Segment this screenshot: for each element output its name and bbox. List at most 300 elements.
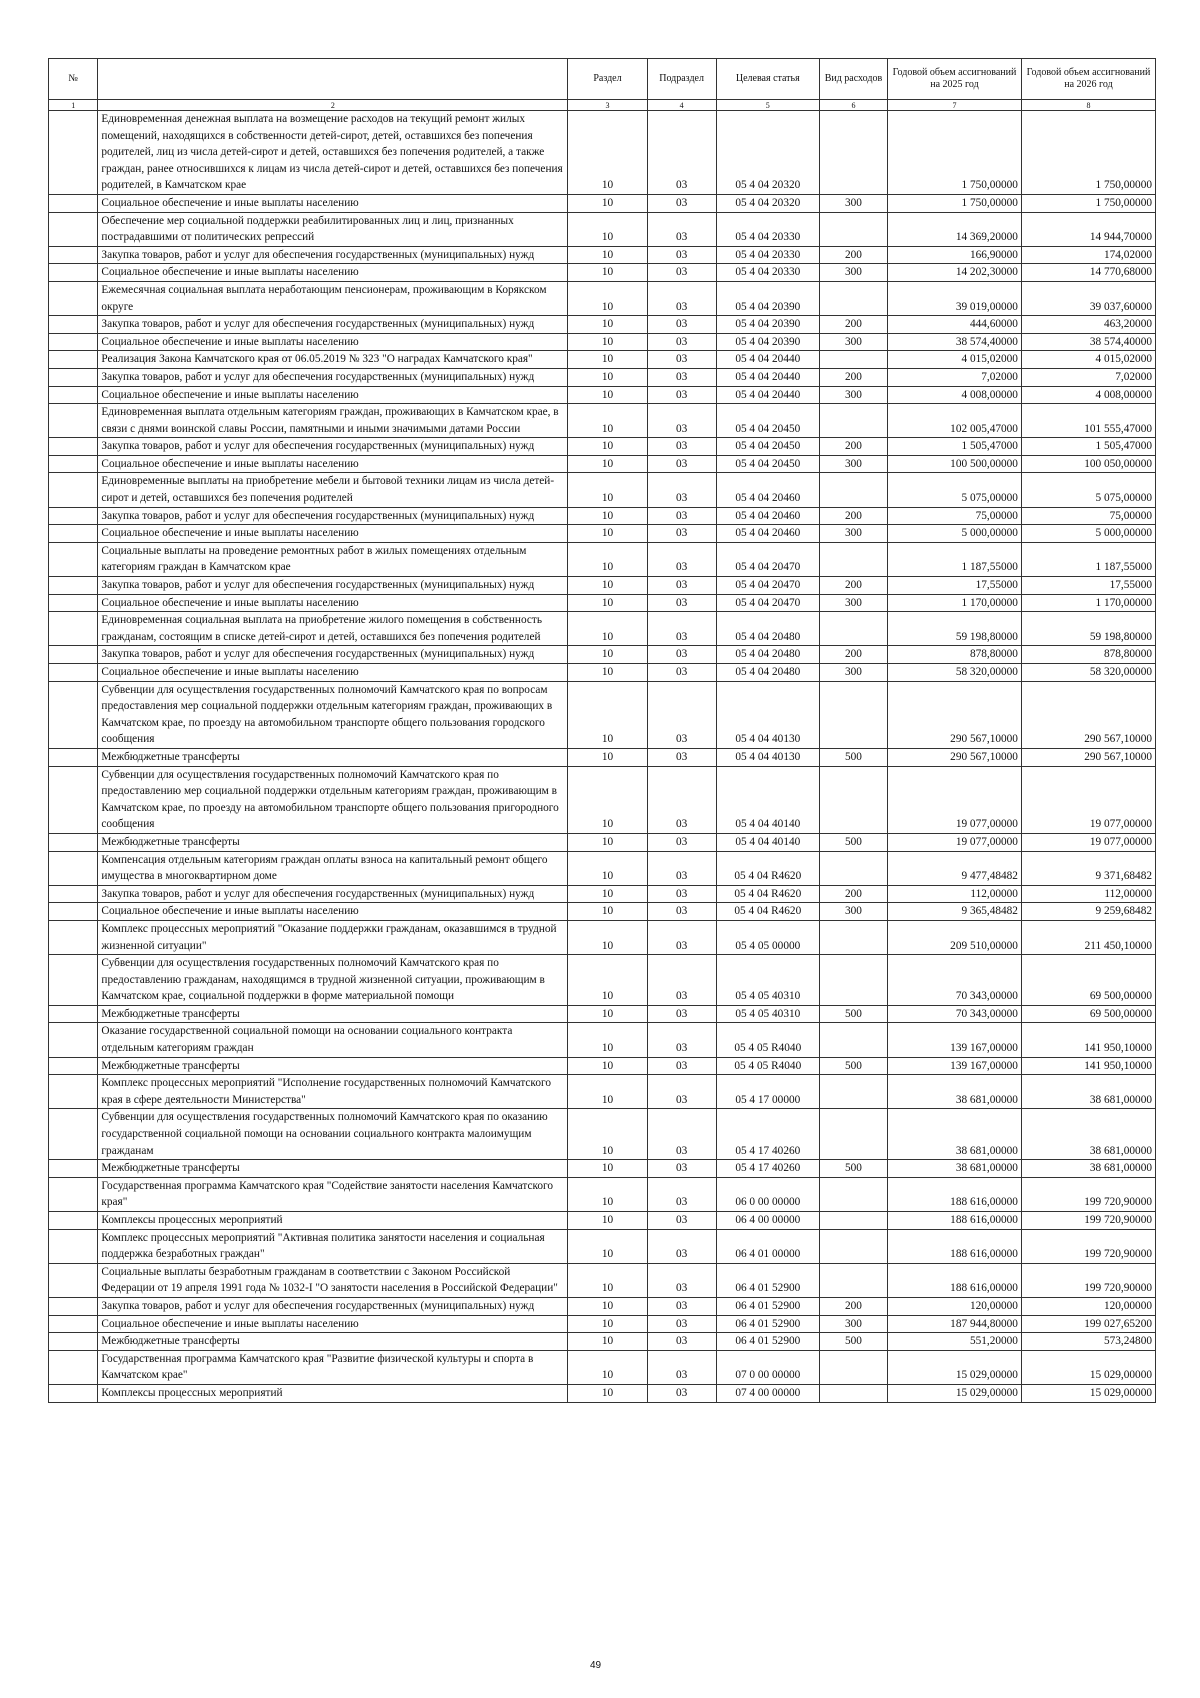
cell-no [49,766,98,833]
cell-podrazdel: 03 [647,281,716,315]
cell-vid: 200 [819,438,887,456]
cell-name: Комплекс процессных мероприятий "Активная политика занятости населения и социальная поддержка безработных граждан" [98,1229,568,1263]
table-row [49,885,1156,903]
cell-razdel: 10 [568,525,647,543]
cell-razdel: 10 [568,542,647,576]
cell-vid [819,766,887,833]
cell-2026: 1 750,00000 [1021,194,1155,212]
table-row [49,525,1156,543]
cell-razdel: 10 [568,664,647,682]
cell-vid: 200 [819,1297,887,1315]
cell-no [49,1333,98,1351]
cell-razdel: 10 [568,903,647,921]
cell-name: Ежемесячная социальная выплата неработающим пенсионерам, проживающим в Корякском округе [98,281,568,315]
cell-name: Межбюджетные трансферты [98,1160,568,1178]
cell-name: Комплексы процессных мероприятий [98,1384,568,1402]
cell-no [49,1177,98,1211]
cell-razdel: 10 [568,281,647,315]
cell-vid [819,1023,887,1057]
cell-vid: 200 [819,577,887,595]
cell-2025: 70 343,00000 [887,1005,1021,1023]
cell-article: 06 4 00 00000 [716,1212,819,1230]
cell-2026: 141 950,10000 [1021,1057,1155,1075]
cell-vid: 500 [819,1333,887,1351]
cell-razdel: 10 [568,507,647,525]
cell-2026: 38 681,00000 [1021,1075,1155,1109]
cell-2026: 38 574,40000 [1021,333,1155,351]
table-row [49,766,1156,833]
cell-no [49,212,98,246]
cell-razdel: 10 [568,1297,647,1315]
cell-vid: 300 [819,1315,887,1333]
cell-2025: 290 567,10000 [887,681,1021,748]
cell-name: Государственная программа Камчатского края "Развитие физической культуры и спорта в Камчатском крае" [98,1350,568,1384]
cell-name: Субвенции для осуществления государственных полномочий Камчатского края по вопросам предоставления мер социальной поддержки отдельным категориям граждан, проживающих в Камчатском крае, по проезду на автомобильном транспорте общего пользования городского сообщения [98,681,568,748]
cell-article: 07 0 00 00000 [716,1350,819,1384]
table-row [49,1023,1156,1057]
cell-razdel: 10 [568,1023,647,1057]
cell-name: Закупка товаров, работ и услуг для обеспечения государственных (муниципальных) нужд [98,1297,568,1315]
cell-no [49,1263,98,1297]
cell-article: 05 4 04 20330 [716,212,819,246]
cell-name: Социальное обеспечение и иные выплаты населению [98,903,568,921]
cell-podrazdel: 03 [647,851,716,885]
cell-vid [819,404,887,438]
cell-2025: 9 365,48482 [887,903,1021,921]
cell-name: Социальное обеспечение и иные выплаты населению [98,1315,568,1333]
cell-razdel: 10 [568,316,647,334]
table-row [49,903,1156,921]
cell-name: Межбюджетные трансферты [98,1333,568,1351]
cell-podrazdel: 03 [647,542,716,576]
cell-2025: 38 681,00000 [887,1075,1021,1109]
table-row [49,664,1156,682]
cell-2025: 5 075,00000 [887,473,1021,507]
cell-2026: 1 505,47000 [1021,438,1155,456]
cell-podrazdel: 03 [647,1229,716,1263]
cell-no [49,920,98,954]
cell-2025: 188 616,00000 [887,1229,1021,1263]
cell-podrazdel: 03 [647,885,716,903]
cell-no [49,194,98,212]
cell-no [49,955,98,1006]
cell-razdel: 10 [568,646,647,664]
cell-razdel: 10 [568,1075,647,1109]
cell-no [49,612,98,646]
cell-2025: 444,60000 [887,316,1021,334]
cell-podrazdel: 03 [647,748,716,766]
cell-razdel: 10 [568,1229,647,1263]
cell-2026: 290 567,10000 [1021,681,1155,748]
cell-name: Межбюджетные трансферты [98,833,568,851]
table-row [49,681,1156,748]
cell-podrazdel: 03 [647,681,716,748]
cell-2026: 15 029,00000 [1021,1384,1155,1402]
table-row [49,646,1156,664]
cell-article: 05 4 04 R4620 [716,851,819,885]
cell-article: 07 4 00 00000 [716,1384,819,1402]
table-row [49,1263,1156,1297]
cell-2026: 7,02000 [1021,368,1155,386]
cell-no [49,316,98,334]
cell-vid: 500 [819,1005,887,1023]
cell-name: Единовременная выплата отдельным категориям граждан, проживающих в Камчатском крае, в связи с днями воинской славы России, памятными и иными значимыми датами России [98,404,568,438]
cell-podrazdel: 03 [647,612,716,646]
cell-podrazdel: 03 [647,438,716,456]
cell-2025: 290 567,10000 [887,748,1021,766]
table-row [49,1109,1156,1160]
cell-2025: 120,00000 [887,1297,1021,1315]
cell-razdel: 10 [568,955,647,1006]
cell-podrazdel: 03 [647,473,716,507]
cell-no [49,1109,98,1160]
cell-no [49,1212,98,1230]
cell-2026: 573,24800 [1021,1333,1155,1351]
cell-vid: 200 [819,316,887,334]
cell-2025: 9 477,48482 [887,851,1021,885]
cell-no [49,748,98,766]
cell-2026: 1 750,00000 [1021,111,1155,195]
cell-article: 05 4 04 20450 [716,438,819,456]
cell-name: Социальные выплаты безработным гражданам в соответствии с Законом Российской Федерации от 19 апреля 1991 года № 1032-I "О занятости населения в Российской Федерации" [98,1263,568,1297]
cell-podrazdel: 03 [647,111,716,195]
cell-2026: 4 015,02000 [1021,351,1155,369]
cell-article: 05 4 04 20460 [716,507,819,525]
cell-2025: 5 000,00000 [887,525,1021,543]
cell-2025: 38 681,00000 [887,1160,1021,1178]
cell-vid [819,473,887,507]
cell-razdel: 10 [568,438,647,456]
cell-no [49,281,98,315]
cell-2026: 120,00000 [1021,1297,1155,1315]
cell-no [49,525,98,543]
budget-table-sheet [48,58,1156,1403]
table-row [49,404,1156,438]
table-header-row [49,59,1156,100]
cell-2025: 1 750,00000 [887,194,1021,212]
cell-article: 05 4 05 40310 [716,955,819,1006]
cell-razdel: 10 [568,212,647,246]
cell-name: Комплекс процессных мероприятий "Исполнение государственных полномочий Камчатского края в сфере деятельности Министерства" [98,1075,568,1109]
cell-razdel: 10 [568,1160,647,1178]
cell-no [49,473,98,507]
table-row [49,1297,1156,1315]
cell-name: Закупка товаров, работ и услуг для обеспечения государственных (муниципальных) нужд [98,438,568,456]
cell-podrazdel: 03 [647,404,716,438]
cell-name: Оказание государственной социальной помощи на основании социального контракта отдельным категориям граждан [98,1023,568,1057]
cell-podrazdel: 03 [647,1297,716,1315]
cell-razdel: 10 [568,833,647,851]
cell-podrazdel: 03 [647,664,716,682]
cell-name: Единовременная социальная выплата на приобретение жилого помещения в собственность гражданам, состоящим в списке детей-сирот и детей, оставшихся без попечения родителей [98,612,568,646]
cell-2026: 199 720,90000 [1021,1263,1155,1297]
cell-2025: 209 510,00000 [887,920,1021,954]
cell-2025: 1 170,00000 [887,594,1021,612]
cell-vid: 300 [819,903,887,921]
table-row [49,246,1156,264]
cell-name: Социальное обеспечение и иные выплаты населению [98,594,568,612]
cell-razdel: 10 [568,194,647,212]
cell-2026: 141 950,10000 [1021,1023,1155,1057]
cell-2025: 14 369,20000 [887,212,1021,246]
cell-podrazdel: 03 [647,955,716,1006]
cell-no [49,1297,98,1315]
cell-vid: 300 [819,594,887,612]
cell-article: 05 4 04 20470 [716,577,819,595]
cell-vid: 200 [819,507,887,525]
header-vid: Вид расходов [819,59,887,100]
table-row [49,455,1156,473]
table-row [49,111,1156,195]
table-row [49,1057,1156,1075]
table-row [49,955,1156,1006]
cell-podrazdel: 03 [647,246,716,264]
cell-vid: 300 [819,333,887,351]
cell-vid [819,1350,887,1384]
cell-podrazdel: 03 [647,1315,716,1333]
header-article: Целевая статья [716,59,819,100]
cell-podrazdel: 03 [647,1212,716,1230]
cell-name: Межбюджетные трансферты [98,748,568,766]
table-row [49,351,1156,369]
cell-2026: 38 681,00000 [1021,1160,1155,1178]
cell-podrazdel: 03 [647,1350,716,1384]
cell-article: 05 4 04 20390 [716,316,819,334]
cell-podrazdel: 03 [647,351,716,369]
cell-vid: 200 [819,646,887,664]
cell-2026: 199 027,65200 [1021,1315,1155,1333]
cell-razdel: 10 [568,1177,647,1211]
table-row [49,1177,1156,1211]
cell-2026: 58 320,00000 [1021,664,1155,682]
cell-2026: 14 770,68000 [1021,264,1155,282]
cell-vid [819,612,887,646]
table-row [49,851,1156,885]
cell-vid: 200 [819,368,887,386]
cell-vid [819,1263,887,1297]
cell-2026: 878,80000 [1021,646,1155,664]
cell-no [49,111,98,195]
cell-article: 05 4 04 20460 [716,525,819,543]
cell-article: 05 4 04 20480 [716,664,819,682]
cell-article: 05 4 04 20480 [716,612,819,646]
header-podrazdel: Подраздел [647,59,716,100]
cell-no [49,404,98,438]
cell-name: Единовременные выплаты на приобретение мебели и бытовой техники лицам из числа детей-сирот и детей, оставшихся без попечения родителей [98,473,568,507]
cell-2026: 69 500,00000 [1021,1005,1155,1023]
cell-razdel: 10 [568,594,647,612]
table-header-numbers-row [49,100,1156,111]
table-row [49,612,1156,646]
cell-vid [819,1177,887,1211]
cell-razdel: 10 [568,1350,647,1384]
table-row [49,1075,1156,1109]
cell-2025: 187 944,80000 [887,1315,1021,1333]
cell-no [49,246,98,264]
cell-podrazdel: 03 [647,577,716,595]
cell-2025: 15 029,00000 [887,1384,1021,1402]
cell-podrazdel: 03 [647,766,716,833]
cell-vid: 300 [819,386,887,404]
cell-name: Закупка товаров, работ и услуг для обеспечения государственных (муниципальных) нужд [98,885,568,903]
cell-no [49,333,98,351]
table-row [49,542,1156,576]
cell-article: 06 0 00 00000 [716,1177,819,1211]
cell-no [49,1057,98,1075]
cell-razdel: 10 [568,766,647,833]
cell-2025: 39 019,00000 [887,281,1021,315]
cell-article: 05 4 04 20320 [716,111,819,195]
budget-table [48,58,1156,1403]
cell-name: Закупка товаров, работ и услуг для обеспечения государственных (муниципальных) нужд [98,368,568,386]
cell-2026: 101 555,47000 [1021,404,1155,438]
cell-podrazdel: 03 [647,1263,716,1297]
cell-2025: 1 750,00000 [887,111,1021,195]
cell-article: 05 4 04 20440 [716,368,819,386]
cell-podrazdel: 03 [647,1023,716,1057]
cell-2025: 58 320,00000 [887,664,1021,682]
cell-vid: 300 [819,194,887,212]
cell-name: Субвенции для осуществления государственных полномочий Камчатского края по предоставлению гражданам, находящимся в трудной жизненной ситуации, проживающим в Камчатском крае, социальной поддержки в форме материальной помощи [98,955,568,1006]
header-name [98,59,568,100]
cell-2025: 139 167,00000 [887,1023,1021,1057]
cell-no [49,386,98,404]
header-no: № [49,59,98,100]
cell-article: 06 4 01 52900 [716,1315,819,1333]
header-num-5: 5 [716,100,819,111]
cell-article: 05 4 04 20390 [716,333,819,351]
cell-2025: 112,00000 [887,885,1021,903]
cell-2026: 174,02000 [1021,246,1155,264]
cell-vid: 300 [819,525,887,543]
cell-razdel: 10 [568,455,647,473]
table-row [49,507,1156,525]
cell-name: Социальные выплаты на проведение ремонтных работ в жилых помещениях отдельным категориям граждан в Камчатском крае [98,542,568,576]
table-row [49,194,1156,212]
cell-article: 05 4 04 20320 [716,194,819,212]
cell-2025: 15 029,00000 [887,1350,1021,1384]
cell-no [49,438,98,456]
cell-podrazdel: 03 [647,920,716,954]
cell-vid: 200 [819,246,887,264]
cell-name: Закупка товаров, работ и услуг для обеспечения государственных (муниципальных) нужд [98,246,568,264]
cell-vid: 300 [819,664,887,682]
cell-2025: 551,20000 [887,1333,1021,1351]
cell-no [49,1229,98,1263]
cell-no [49,542,98,576]
table-row [49,368,1156,386]
cell-vid [819,111,887,195]
cell-2025: 166,90000 [887,246,1021,264]
cell-podrazdel: 03 [647,212,716,246]
table-row [49,1229,1156,1263]
cell-vid [819,920,887,954]
cell-podrazdel: 03 [647,1005,716,1023]
cell-name: Социальное обеспечение и иные выплаты населению [98,664,568,682]
cell-vid [819,1109,887,1160]
cell-2026: 15 029,00000 [1021,1350,1155,1384]
cell-vid [819,1212,887,1230]
cell-article: 05 4 04 40130 [716,681,819,748]
cell-name: Реализация Закона Камчатского края от 06.05.2019 № 323 "О наградах Камчатского края" [98,351,568,369]
cell-2025: 188 616,00000 [887,1263,1021,1297]
cell-no [49,1350,98,1384]
cell-no [49,833,98,851]
cell-2025: 188 616,00000 [887,1212,1021,1230]
cell-name: Закупка товаров, работ и услуг для обеспечения государственных (муниципальных) нужд [98,316,568,334]
cell-article: 05 4 04 20470 [716,594,819,612]
cell-2025: 4 008,00000 [887,386,1021,404]
cell-2026: 199 720,90000 [1021,1212,1155,1230]
cell-article: 05 4 04 20450 [716,404,819,438]
cell-podrazdel: 03 [647,333,716,351]
cell-2026: 211 450,10000 [1021,920,1155,954]
cell-no [49,885,98,903]
cell-razdel: 10 [568,1384,647,1402]
cell-vid [819,1384,887,1402]
header-razdel: Раздел [568,59,647,100]
cell-razdel: 10 [568,1109,647,1160]
cell-podrazdel: 03 [647,1160,716,1178]
cell-razdel: 10 [568,351,647,369]
cell-vid: 500 [819,748,887,766]
cell-2026: 1 187,55000 [1021,542,1155,576]
table-row [49,473,1156,507]
table-row [49,594,1156,612]
header-num-6: 6 [819,100,887,111]
cell-vid: 500 [819,1160,887,1178]
table-row [49,1384,1156,1402]
cell-podrazdel: 03 [647,646,716,664]
cell-razdel: 10 [568,1057,647,1075]
cell-article: 05 4 04 20450 [716,455,819,473]
cell-razdel: 10 [568,612,647,646]
cell-vid: 200 [819,885,887,903]
cell-razdel: 10 [568,577,647,595]
cell-no [49,1384,98,1402]
cell-razdel: 10 [568,386,647,404]
table-row [49,281,1156,315]
cell-2026: 38 681,00000 [1021,1109,1155,1160]
cell-razdel: 10 [568,1005,647,1023]
cell-2025: 100 500,00000 [887,455,1021,473]
cell-razdel: 10 [568,246,647,264]
cell-razdel: 10 [568,748,647,766]
cell-2026: 4 008,00000 [1021,386,1155,404]
cell-name: Межбюджетные трансферты [98,1005,568,1023]
cell-razdel: 10 [568,333,647,351]
table-body [49,111,1156,1403]
cell-name: Обеспечение мер социальной поддержки реабилитированных лиц и лиц, признанных пострадавшими от политических репрессий [98,212,568,246]
cell-2026: 9 259,68482 [1021,903,1155,921]
cell-article: 05 4 04 20480 [716,646,819,664]
cell-article: 05 4 04 R4620 [716,885,819,903]
cell-vid: 500 [819,833,887,851]
cell-article: 05 4 04 20470 [716,542,819,576]
cell-podrazdel: 03 [647,833,716,851]
cell-2026: 39 037,60000 [1021,281,1155,315]
cell-2026: 100 050,00000 [1021,455,1155,473]
cell-name: Государственная программа Камчатского края "Содействие занятости населения Камчатского края" [98,1177,568,1211]
cell-2025: 1 505,47000 [887,438,1021,456]
cell-name: Субвенции для осуществления государственных полномочий Камчатского края по предоставлению мер социальной поддержки отдельным категориям граждан, проживающим в Камчатском крае, по проезду на автомобильном транспорте общего пользования пригородного сообщения [98,766,568,833]
cell-2025: 188 616,00000 [887,1177,1021,1211]
table-row [49,438,1156,456]
cell-no [49,594,98,612]
cell-2025: 70 343,00000 [887,955,1021,1006]
cell-2025: 17,55000 [887,577,1021,595]
cell-2025: 59 198,80000 [887,612,1021,646]
